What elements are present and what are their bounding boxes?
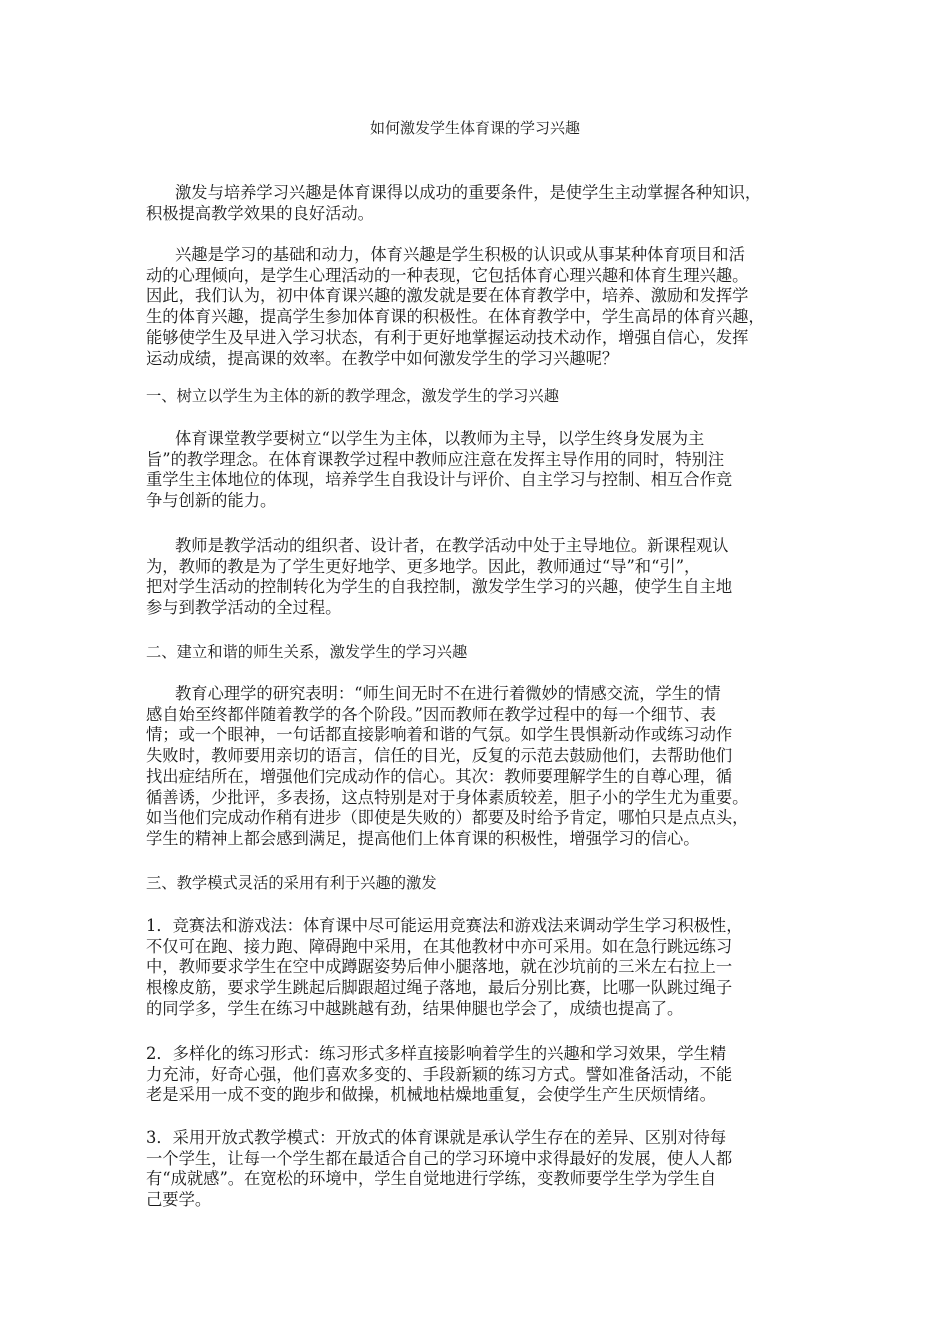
paragraph-line: 找出症结所在，增强他们完成动作的信心。其次：教师要理解学生的自尊心理，循	[146, 766, 733, 786]
paragraph-line: 教师是教学活动的组织者、设计者，在教学活动中处于主导地位。新课程观认	[175, 536, 729, 555]
paragraph-line: 如当他们完成动作稍有进步（即使是失败的）都要及时给予肯定，哪怕只是点点头，	[146, 808, 749, 828]
paragraph-line: 把对学生活动的控制转化为学生的自我控制，激发学生学习的兴趣，使学生自主地	[146, 577, 733, 597]
paragraph-line: 争与创新的能力。	[146, 491, 277, 511]
paragraph-line: 旨”的教学理念。在体育课教学过程中教师应注意在发挥主导作用的同时，特别注	[146, 449, 725, 469]
paragraph-line: 的同学多，学生在练习中越跳越有劲，结果伸腿也学会了，成绩也提高了。	[146, 998, 684, 1018]
paragraph-line: 己要学。	[146, 1190, 212, 1210]
section-heading-text: 二、建立和谐的师生关系，激发学生的学习兴趣	[146, 643, 468, 661]
paragraph-line: 能够使学生及早进入学习状态，有利于更好地掌握运动技术动作，增强自信心，发挥	[146, 327, 749, 347]
paragraph-line: 不仅可在跑、接力跑、障碍跑中采用，在其他教材中亦可采用。如在急行跳远练习	[146, 936, 733, 956]
paragraph-line: 学生的精神上都会感到满足，提高他们上体育课的积极性，增强学习的信心。	[146, 828, 700, 848]
document-title: 如何激发学生体育课的学习兴趣	[369, 119, 580, 137]
paragraph-line: 教育心理学的研究表明：“师生间无时不在进行着微妙的情感交流，学生的情	[175, 684, 721, 703]
paragraph-line: 兴趣是学习的基础和动力，体育兴趣是学生积极的认识或从事某种体育项目和活	[175, 245, 745, 264]
paragraph-line: 因此，我们认为，初中体育课兴趣的激发就是要在体育教学中，培养、激励和发挥学	[146, 286, 749, 306]
paragraph-line: 积极提高教学效果的良好活动。	[146, 203, 374, 223]
paragraph-line: 参与到教学活动的全过程。	[146, 598, 342, 618]
paragraph-line: 有“成就感”。在宽松的环境中，学生自觉地进行学练，变教师要学生学为学生自	[146, 1169, 717, 1189]
paragraph-line: 老是采用一成不变的跑步和做操，机械地枯燥地重复，会使学生产生厌烦情绪。	[146, 1085, 716, 1105]
paragraph-line: 生的体育兴趣，提高学生参加体育课的积极性。在体育教学中，学生高昂的体育兴趣，	[146, 307, 765, 327]
paragraph-line: 循善诱，少批评，多表扬，这点特别是对于身体素质较差，胆子小的学生尤为重要。	[146, 787, 749, 807]
paragraph-line: 2．多样化的练习形式：练习形式多样直接影响着学生的兴趣和学习效果，学生精	[146, 1044, 727, 1063]
paragraph-line: 激发与培养学习兴趣是体育课得以成功的重要条件，是使学生主动掌握各种知识，	[175, 183, 762, 202]
paragraph-line: 中，教师要求学生在空中成蹲踞姿势后伸小腿落地，就在沙坑前的三米左右拉上一	[146, 957, 733, 977]
section-heading-text: 一、树立以学生为主体的新的教学理念，激发学生的学习兴趣	[146, 387, 560, 405]
paragraph-line: 失败时，教师要用亲切的语言，信任的目光，反复的示范去鼓励他们，去帮助他们	[146, 746, 733, 766]
paragraph-line: 感自始至终都伴随着教学的各个阶段。”因而教师在教学过程中的每一个细节、表	[146, 704, 717, 724]
paragraph-line: 1．竞赛法和游戏法：体育课中尽可能运用竞赛法和游戏法来调动学生学习积极性，	[146, 916, 743, 935]
paragraph-line: 根橡皮筋，要求学生跳起后脚跟超过绳子落地，最后分别比赛，比哪一队跳过绳子	[146, 978, 733, 998]
paragraph-line: 一个学生，让每一个学生都在最适合自己的学习环境中求得最好的发展，使人人都	[146, 1148, 733, 1168]
section-heading-text: 三、教学模式灵活的采用有利于兴趣的激发	[146, 874, 437, 892]
paragraph-line: 运动成绩，提高课的效率。在教学中如何激发学生的学习兴趣呢？	[146, 348, 619, 368]
paragraph-line: 3．采用开放式教学模式：开放式的体育课就是承认学生存在的差异、区别对待每	[146, 1128, 727, 1147]
paragraph-line: 情；或一个眼神，一句话都直接影响着和谐的气氛。如学生畏惧新动作或练习动作	[146, 725, 733, 745]
paragraph-line: 动的心理倾向，是学生心理活动的一种表现，它包括体育心理兴趣和体育生理兴趣。	[146, 265, 749, 285]
paragraph-line: 重学生主体地位的体现，培养学生自我设计与评价、自主学习与控制、相互合作竞	[146, 470, 733, 490]
paragraph-line: 为，教师的教是为了学生更好地学、更多地学。因此，教师通过“导”和“引”，	[146, 556, 701, 576]
paragraph-line: 体育课堂教学要树立“以学生为主体，以教师为主导，以学生终身发展为主	[175, 429, 705, 448]
paragraph-line: 力充沛，好奇心强，他们喜欢多变的、手段新颖的练习方式。譬如准备活动，不能	[146, 1064, 733, 1084]
